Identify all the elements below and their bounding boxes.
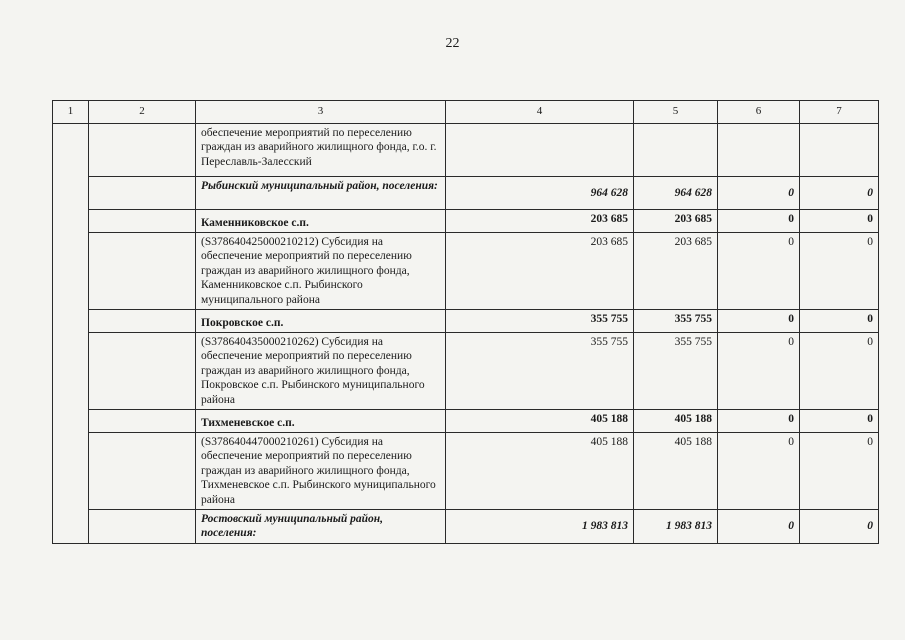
- row-col5: 964 628: [634, 177, 718, 210]
- row-col6: 0: [718, 310, 800, 333]
- col2-cell: [89, 510, 196, 544]
- row-col4: 203 685: [446, 210, 634, 233]
- row-description: Тихменевское с.п.: [196, 410, 446, 433]
- col2-cell: [89, 124, 196, 177]
- row-col5: 405 188: [634, 410, 718, 433]
- row-col5: 355 755: [634, 310, 718, 333]
- col-header-7: 7: [800, 101, 879, 124]
- col-header-1: 1: [53, 101, 89, 124]
- row-col5: [634, 124, 718, 177]
- row-col7: 0: [800, 310, 879, 333]
- row-description: обеспечение мероприятий по переселению граждан из аварийного жилищного фонда, г.о. г. Переславль-Залесский: [196, 124, 446, 177]
- row-col6: 0: [718, 333, 800, 410]
- table-row: [53, 310, 879, 333]
- row-col5: 405 188: [634, 433, 718, 510]
- col2-cell: [89, 233, 196, 310]
- row-description: Каменниковское с.п.: [196, 210, 446, 233]
- col2-cell: [89, 210, 196, 233]
- row-col7: 0: [800, 333, 879, 410]
- row-col6: [718, 124, 800, 177]
- table-row: [53, 124, 879, 177]
- row-col6: 0: [718, 433, 800, 510]
- row-col5: 203 685: [634, 210, 718, 233]
- table-row: [53, 510, 879, 544]
- row-col6: 0: [718, 510, 800, 544]
- row-col7: 0: [800, 433, 879, 510]
- row-col7: 0: [800, 510, 879, 544]
- row-col6: 0: [718, 177, 800, 210]
- row-col7: [800, 124, 879, 177]
- row-col4: 355 755: [446, 333, 634, 410]
- col2-cell: [89, 410, 196, 433]
- col-header-3: 3: [196, 101, 446, 124]
- col-header-6: 6: [718, 101, 800, 124]
- row-description: Покровское с.п.: [196, 310, 446, 333]
- page-number: 22: [445, 36, 460, 51]
- row-col4: [446, 124, 634, 177]
- col2-cell: [89, 177, 196, 210]
- row-col7: 0: [800, 177, 879, 210]
- row-description: (S378640447000210261) Субсидия на обеспечение мероприятий по переселению граждан из аварийного жилищного фонда, Тихменевское с.п. Рыбинского муниципального района: [196, 433, 446, 510]
- table-row: [53, 433, 879, 510]
- table-row: [53, 410, 879, 433]
- table-row: [53, 177, 879, 210]
- row-col4: 1 983 813: [446, 510, 634, 544]
- row-description: (S378640425000210212) Субсидия на обеспечение мероприятий по переселению граждан из аварийного жилищного фонда, Каменниковское с.п. Рыбинского муниципального района: [196, 233, 446, 310]
- row-col5: 355 755: [634, 333, 718, 410]
- table-row: [53, 210, 879, 233]
- row-col5: 1 983 813: [634, 510, 718, 544]
- col1-cell: [53, 124, 89, 544]
- col-header-2: 2: [89, 101, 196, 124]
- row-col4: 405 188: [446, 433, 634, 510]
- row-col4: 964 628: [446, 177, 634, 210]
- col-header-4: 4: [446, 101, 634, 124]
- col2-cell: [89, 333, 196, 410]
- row-col6: 0: [718, 233, 800, 310]
- row-description: (S378640435000210262) Субсидия на обеспечение мероприятий по переселению граждан из аварийного жилищного фонда, Покровское с.п. Рыбинского муниципального района: [196, 333, 446, 410]
- row-col7: 0: [800, 210, 879, 233]
- table-row: [53, 233, 879, 310]
- row-col4: 355 755: [446, 310, 634, 333]
- table-row: [53, 333, 879, 410]
- row-col4: 203 685: [446, 233, 634, 310]
- row-col4: 405 188: [446, 410, 634, 433]
- col-header-5: 5: [634, 101, 718, 124]
- row-description: Ростовский муниципальный район, поселения:: [196, 510, 446, 544]
- row-col5: 203 685: [634, 233, 718, 310]
- row-description: Рыбинский муниципальный район, поселения:: [196, 177, 446, 210]
- row-col6: 0: [718, 410, 800, 433]
- col2-cell: [89, 433, 196, 510]
- row-col7: 0: [800, 233, 879, 310]
- row-col6: 0: [718, 210, 800, 233]
- header-row: [53, 101, 879, 124]
- col2-cell: [89, 310, 196, 333]
- budget-table: [52, 100, 879, 544]
- row-col7: 0: [800, 410, 879, 433]
